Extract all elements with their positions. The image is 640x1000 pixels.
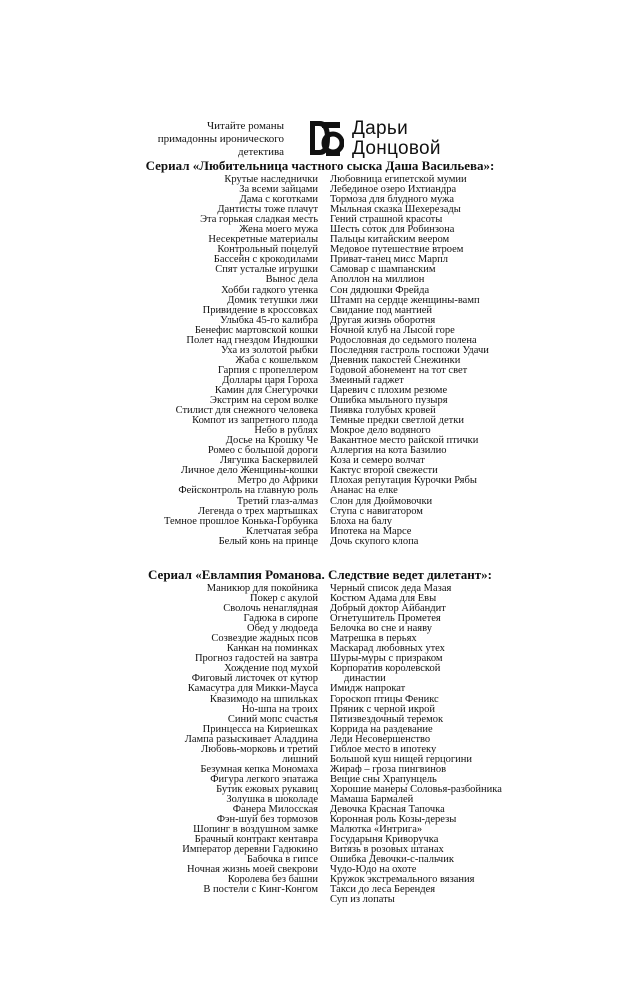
book-title: Жена моего мужа xyxy=(239,224,318,236)
book-title: Пальцы китайским веером xyxy=(330,234,450,246)
book-title: Слон для Дюймовочки xyxy=(330,495,433,507)
book-title: Матрешка в перьях xyxy=(330,633,417,645)
book-title: Такси до леса Берендея xyxy=(330,884,436,896)
book-title: Спят усталые игрушки xyxy=(215,264,318,276)
book-title: Годовой абонемент на тот свет xyxy=(330,364,468,376)
author-line: Донцовой xyxy=(352,138,441,159)
book-title: Коза и семеро волчат xyxy=(330,455,425,467)
book-title: Третий глаз-алмаз xyxy=(236,495,318,507)
book-title: Хобби гадкого утенка xyxy=(221,284,318,296)
book-title: Пряник с черной икрой xyxy=(330,703,436,715)
book-title: Государыня Криворучка xyxy=(330,834,439,846)
book-title: Привидение в кроссовках xyxy=(202,304,318,316)
book-title: За всеми зайцами xyxy=(239,184,318,196)
book-title: Крутые наследнички xyxy=(224,174,318,185)
book-title: Но-шпа на троих xyxy=(241,703,318,715)
book-title: Жаба с кошельком xyxy=(235,354,318,366)
book-title: Приват-танец мисс Марпл xyxy=(330,254,448,266)
book-title: Брачный контракт кентавра xyxy=(194,834,318,846)
book-title: Бассейн с крокодилами xyxy=(213,254,318,266)
book-title: Домик тетушки лжи xyxy=(227,294,318,306)
book-title: Мыльная сказка Шехерезады xyxy=(330,204,461,216)
book-title: Вынос дела xyxy=(265,274,318,286)
series-2-left-list xyxy=(182,584,318,895)
book-title: Свидание под мантией xyxy=(330,304,432,316)
book-title: Контрольный поцелуй xyxy=(217,244,318,256)
book-title: Маникюр для покойника xyxy=(206,583,318,594)
book-title: Тормоза для блудного мужа xyxy=(330,194,455,206)
book-title: Любовь-морковь и третий xyxy=(201,743,318,755)
series-1-right-list xyxy=(330,175,489,547)
book-title: Медовое путешествие втроем xyxy=(330,244,464,256)
book-title: Шесть соток для Робинзона xyxy=(330,224,455,236)
book-title: Девочка Красная Тапочка xyxy=(330,804,445,816)
book-title: Хорошие манеры Соловья-разбойника xyxy=(330,783,502,795)
book-title: Лебединое озеро Ихтиандра xyxy=(330,184,457,196)
book-title: Маскарад любовных утех xyxy=(330,643,445,655)
book-title: Канкан на поминках xyxy=(226,643,318,655)
book-title: Дама с коготками xyxy=(239,194,318,206)
book-title: Камасутра для Микки-Мауса xyxy=(187,683,318,695)
book-title: Вакантное место райской птички xyxy=(330,435,479,447)
book-title: Королева без башни xyxy=(227,874,318,886)
book-title: Огнетушитель Прометея xyxy=(330,613,441,625)
book-title: Ошибка Девочки-с-пальчик xyxy=(330,854,454,866)
book-title: Любовница египетской мумии xyxy=(330,174,467,185)
book-title: Штамп на сердце женщины-вамп xyxy=(330,294,480,306)
book-title: Последняя гастроль госпожи Удачи xyxy=(330,344,489,356)
book-title: Леди Несовершенство xyxy=(330,733,431,745)
book-title: Лягушка Баскервилей xyxy=(219,455,318,467)
book-title: Полет над гнездом Индюшки xyxy=(186,334,318,346)
book-title: Небо в рублях xyxy=(254,425,318,437)
book-title: Шопинг в воздушном замке xyxy=(193,824,318,836)
book-title: Доллары царя Гороха xyxy=(222,374,318,386)
header xyxy=(0,118,640,160)
book-title: Ошибка мыльного пузыря xyxy=(330,395,448,407)
book-title: Сволочь ненаглядная xyxy=(223,603,318,615)
book-title: Клетчатая зебра xyxy=(245,525,318,537)
book-title: Белочка во сне и наяву xyxy=(330,623,432,635)
book-title: Гадюка в сиропе xyxy=(243,613,318,625)
book-title: Шуры-муры с призраком xyxy=(330,653,443,665)
book-title: Досье на Крошку Че xyxy=(225,435,318,447)
book-title: Добрый доктор Айбандит xyxy=(330,603,446,615)
book-title: Синий мопс счастья xyxy=(227,713,318,725)
book-title: Дочь скупого клопа xyxy=(330,535,419,547)
dontsova-logo-icon xyxy=(306,118,344,158)
book-title: Ночной клуб на Лысой горе xyxy=(330,324,455,336)
book-title: Темное прошлое Конька-Горбунка xyxy=(163,515,318,527)
book-title: Улыбка 45-го калибра xyxy=(220,314,318,326)
book-title: Бутик ежовых рукавиц xyxy=(216,783,318,795)
intro-line: примадонны иронического xyxy=(157,133,284,145)
book-title: Блоха на балу xyxy=(330,515,393,527)
book-title: Золушка в шоколаде xyxy=(226,793,318,805)
book-title: Темные предки светлой детки xyxy=(330,415,464,427)
book-title: Несекретные материалы xyxy=(208,234,318,246)
book-title: Прогноз гадостей на завтра xyxy=(194,653,318,665)
intro-text xyxy=(158,120,284,159)
book-title: Плохая репутация Курочки Рябы xyxy=(330,475,477,487)
book-title: Гений страшной красоты xyxy=(330,214,443,226)
book-title: Фиговый листочек от кутюр xyxy=(191,673,318,685)
book-title: Легенда о трех мартышках xyxy=(198,505,318,517)
book-title: лишний xyxy=(282,753,318,765)
book-title: Ступа с навигатором xyxy=(330,505,423,517)
book-title: Малютка «Интрига» xyxy=(330,824,423,836)
book-title: Уха из золотой рыбки xyxy=(220,344,318,356)
book-title: Эта горькая сладкая месть xyxy=(200,214,318,226)
book-title: Большой куш нищей герцогини xyxy=(330,753,473,765)
book-title: Экстрим на сером волке xyxy=(210,395,318,407)
book-title: Мамаша Бармалей xyxy=(330,793,414,805)
book-title: Император деревни Гадюкино xyxy=(182,844,318,856)
book-title: Белый конь на принце xyxy=(218,535,318,547)
book-title: Хождение под мухой xyxy=(224,663,318,675)
book-title: Принцесса на Кириешках xyxy=(202,723,318,735)
book-title: Жираф – гроза пингвинов xyxy=(330,763,447,775)
book-title: Коррида на раздевание xyxy=(330,723,433,735)
author-name xyxy=(352,119,441,159)
book-title: Покер с акулой xyxy=(249,593,318,605)
book-title: Квазимодо на шпильках xyxy=(209,693,318,705)
book-title: Сон дядюшки Фрейда xyxy=(330,284,430,296)
book-title: Костюм Адама для Евы xyxy=(330,593,437,605)
book-title: Камин для Снегурочки xyxy=(214,384,318,396)
book-title: Змеиный гаджет xyxy=(330,374,404,386)
book-title: Суп из лопаты xyxy=(330,894,395,906)
book-title: Мокрое дело водяного xyxy=(330,425,431,437)
book-title: Обед у людоеда xyxy=(247,623,318,635)
book-title: Черный список деда Мазая xyxy=(330,583,452,594)
book-title: Самовар с шампанским xyxy=(330,264,436,276)
book-title: Аллергия на кота Базилио xyxy=(330,445,447,457)
book-title: Личное дело Женщины-кошки xyxy=(180,465,318,477)
intro-line: детектива xyxy=(238,146,284,158)
book-title: Чудо-Юдо на охоте xyxy=(330,864,417,876)
series-title: Сериал «Евлампия Романова. Следствие ведет дилетант»: xyxy=(148,567,492,582)
book-title: Фэн-шуй без тормозов xyxy=(216,814,318,826)
book-title: династии xyxy=(344,673,386,685)
book-title: В постели с Кинг-Конгом xyxy=(203,884,318,896)
book-title: Фейсконтроль на главную роль xyxy=(178,485,318,497)
book-title: Гарпия с пропеллером xyxy=(217,364,318,376)
book-title: Гороскоп птицы Феникс xyxy=(330,693,439,705)
book-title: Лампа разыскивает Аладдина xyxy=(184,733,318,745)
book-title: Фигура легкого эпатажа xyxy=(210,773,318,785)
book-title: Фанера Милосская xyxy=(232,804,318,816)
book-title: Компот из запретного плода xyxy=(192,415,318,427)
book-title: Дневник пакостей Снежинки xyxy=(330,354,461,366)
book-title: Аполлон на миллион xyxy=(330,274,425,286)
series-2-right-list xyxy=(330,584,502,906)
book-title: Созвездие жадных псов xyxy=(211,633,318,645)
book-title: Кактус второй свежести xyxy=(330,465,438,477)
book-title: Ананас на елке xyxy=(330,485,398,497)
intro-line: Читайте романы xyxy=(206,120,284,132)
book-title: Бабочка в гипсе xyxy=(246,854,318,866)
book-title: Другая жизнь оборотня xyxy=(330,314,436,326)
book-title: Ночная жизнь моей свекрови xyxy=(187,864,318,876)
book-title: Пятизвездочный теремок xyxy=(330,713,444,725)
book-title: Метро до Африки xyxy=(237,475,318,487)
series-title: Сериал «Любительница частного сыска Даша Васильева»: xyxy=(145,158,495,173)
book-title: Ромео с большой дороги xyxy=(207,445,318,457)
book-title: Витязь в розовых штанах xyxy=(330,844,444,856)
book-title: Гиблое место в ипотеку xyxy=(330,743,437,755)
book-title: Стилист для снежного человека xyxy=(175,405,318,417)
book-title: Пиявка голубых кровей xyxy=(330,405,436,417)
book-title: Бенефис мартовской кошки xyxy=(194,324,318,336)
book-title: Вещие сны Храпунцель xyxy=(330,773,437,785)
book-title: Имидж напрокат xyxy=(330,683,406,695)
book-title: Царевич с плохим резюме xyxy=(330,384,448,396)
book-title: Корпоратив королевской xyxy=(330,663,441,675)
book-title: Безумная кепка Мономаха xyxy=(200,763,318,775)
book-title: Дантисты тоже плачут xyxy=(217,204,318,216)
book-title: Родословная до седьмого полена xyxy=(330,334,477,346)
book-title: Коронная роль Козы-дерезы xyxy=(330,814,457,826)
series-1-left-list xyxy=(164,175,318,547)
author-line: Дарьи xyxy=(352,118,409,139)
book-title: Кружок экстремального вязания xyxy=(330,874,475,886)
book-title: Ипотека на Марсе xyxy=(330,525,412,537)
